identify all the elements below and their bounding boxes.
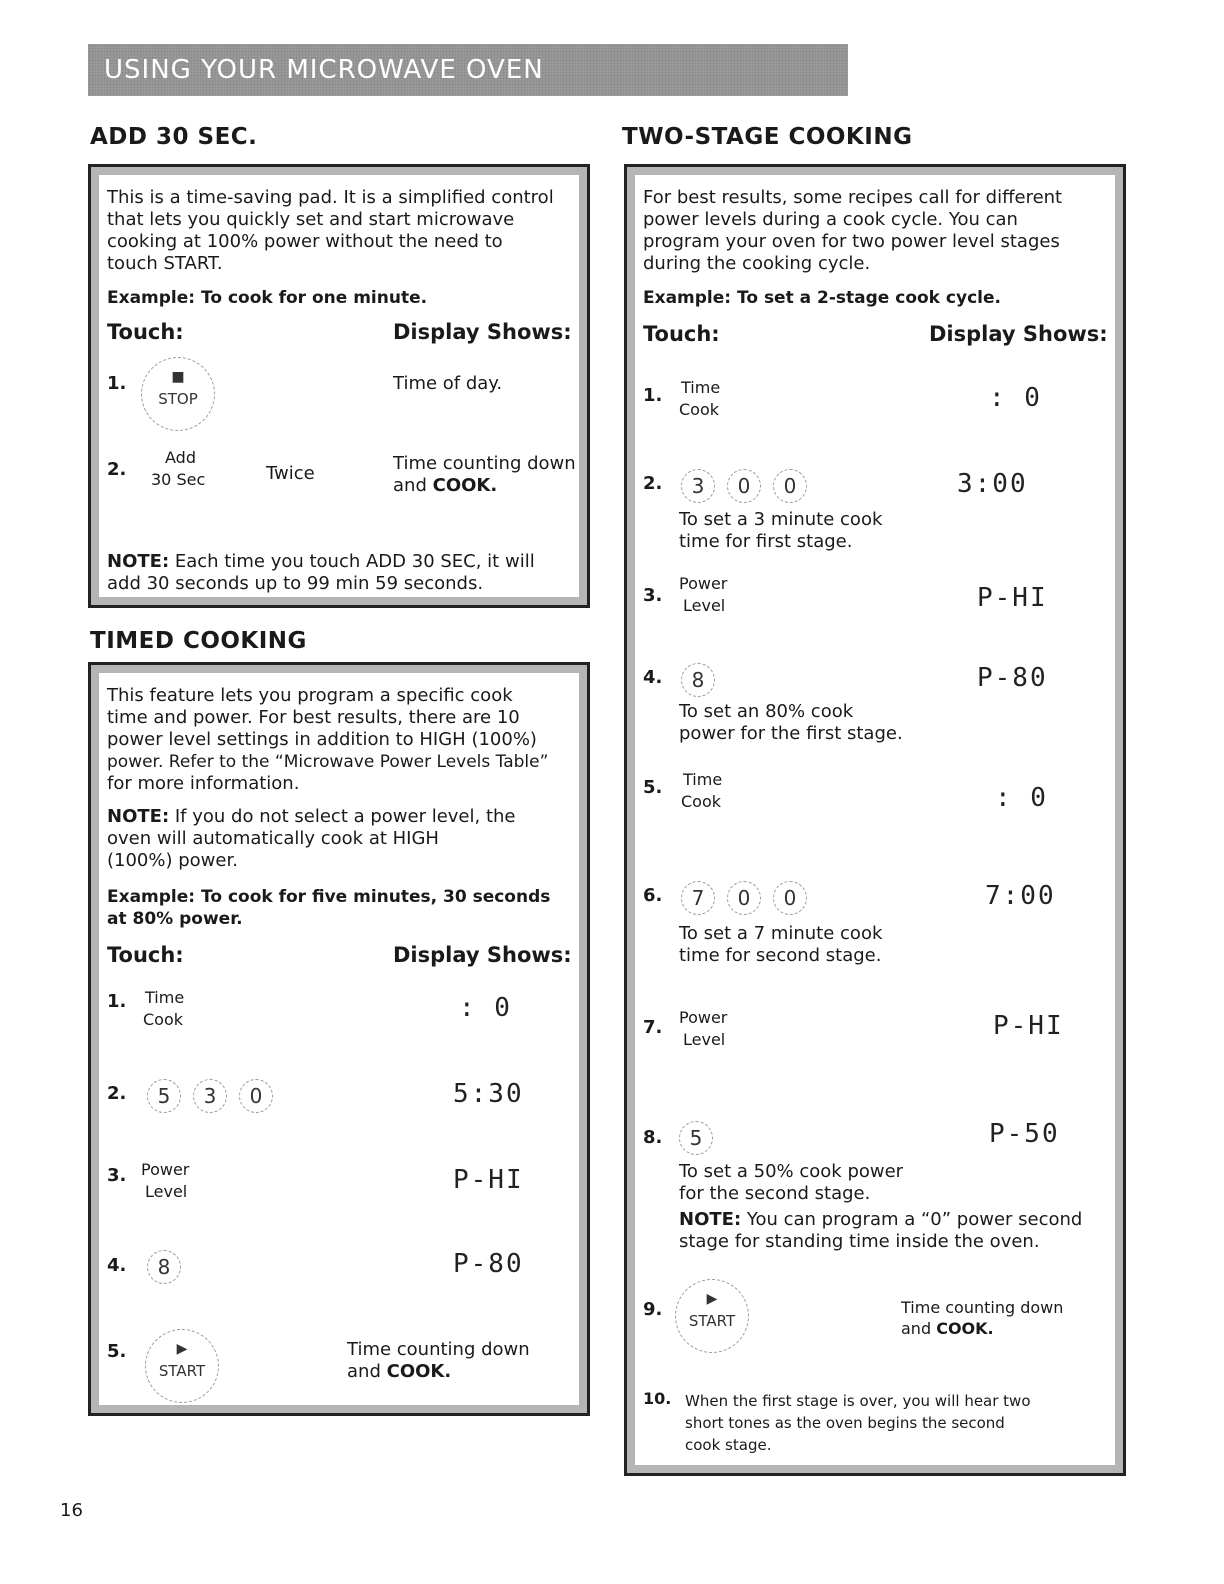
power-level-key[interactable]: Power — [679, 1008, 728, 1027]
step-number: 1. — [107, 991, 127, 1012]
intro-line: power levels during a cook cycle. You can — [643, 209, 1018, 230]
add30-example: Example: To cook for one minute. — [107, 288, 428, 308]
time-cook-key[interactable]: Cook — [681, 792, 722, 811]
display-readout: : 0 — [995, 783, 1048, 813]
display-text-pre: and — [901, 1319, 932, 1338]
add30-note — [107, 551, 535, 573]
display-readout: 7:00 — [985, 881, 1056, 911]
start-key[interactable] — [145, 1329, 219, 1403]
intro-line: time and power. For best results, there are 10 — [107, 707, 520, 728]
time-cook-key[interactable]: Time — [683, 770, 723, 789]
step-text: for the second stage. — [679, 1183, 871, 1204]
twostage-touch-header: Touch: — [643, 322, 720, 346]
display-text-bold: COOK. — [386, 1361, 452, 1382]
add30-touch-header: Touch: — [107, 320, 184, 344]
step-note — [679, 1209, 1082, 1231]
step-text: To set a 3 minute cook — [679, 509, 883, 530]
timed-note — [107, 806, 516, 872]
section-banner: USING YOUR MICROWAVE OVEN — [88, 44, 848, 96]
intro-line: This is a time-saving pad. It is a simplified control — [107, 187, 554, 208]
step-number: 10. — [643, 1389, 672, 1408]
step-text: cook stage. — [685, 1436, 772, 1454]
stop-key[interactable] — [141, 357, 215, 431]
step-number: 2. — [107, 459, 127, 480]
display-readout: P-80 — [977, 663, 1048, 693]
step-number: 8. — [643, 1127, 663, 1148]
step-text: short tones as the oven begins the second — [685, 1414, 1005, 1432]
timed-box — [88, 662, 590, 1416]
intro-line: For best results, some recipes call for different — [643, 187, 1063, 208]
digit-key-5[interactable]: 5 — [679, 1121, 713, 1155]
display-readout: P-80 — [453, 1249, 524, 1279]
digit-key-0[interactable]: 0 — [239, 1079, 273, 1113]
step-text: To set a 50% cook power — [679, 1161, 904, 1182]
digit-key-3[interactable]: 3 — [193, 1079, 227, 1113]
digit-key-8[interactable]: 8 — [681, 663, 715, 697]
twostage-example: Example: To set a 2-stage cook cycle. — [643, 288, 1001, 308]
display-readout: P-50 — [989, 1119, 1060, 1149]
power-level-key[interactable]: Level — [683, 596, 726, 615]
note-line: If you do not select a power level, the — [174, 806, 516, 827]
digit-key-8[interactable]: 8 — [147, 1250, 181, 1284]
start-key[interactable] — [675, 1279, 749, 1353]
note-line: (100%) power. — [107, 850, 238, 871]
timed-example: at 80% power. — [107, 909, 243, 929]
step-number: 4. — [643, 667, 663, 688]
power-level-key[interactable]: Level — [683, 1030, 726, 1049]
key-label: START — [158, 1362, 206, 1380]
add30-key-line[interactable]: Add — [165, 448, 196, 467]
play-icon: ▶ — [176, 1341, 188, 1357]
play-icon: ▶ — [706, 1291, 718, 1307]
key-label: START — [688, 1312, 736, 1330]
step-number: 1. — [643, 385, 663, 406]
note-line: Each time you touch ADD 30 SEC, it will — [174, 551, 535, 572]
note-label: NOTE: — [107, 806, 170, 827]
digit-key-7[interactable]: 7 — [681, 881, 715, 915]
step-number: 6. — [643, 885, 663, 906]
intro-line: touch START. — [107, 253, 223, 274]
display-readout: P-HI — [453, 1165, 524, 1195]
intro-line: program your oven for two power level stages — [643, 231, 1060, 252]
timed-touch-header: Touch: — [107, 943, 184, 967]
step-number: 4. — [107, 1255, 127, 1276]
step-text: power for the first stage. — [679, 723, 903, 744]
display-text: Time counting down — [393, 453, 576, 474]
note-line: add 30 seconds up to 99 min 59 seconds. — [107, 573, 484, 594]
display-text-pre: and — [347, 1361, 381, 1382]
display-readout: : 0 — [459, 993, 512, 1023]
digit-key-5[interactable]: 5 — [147, 1079, 181, 1113]
step-number: 7. — [643, 1017, 663, 1038]
step-text: When the first stage is over, you will hear two — [685, 1392, 1031, 1410]
note-line: oven will automatically cook at HIGH — [107, 828, 439, 849]
digit-key-0[interactable]: 0 — [727, 469, 761, 503]
note-label: NOTE: — [107, 551, 170, 572]
digit-key-0[interactable]: 0 — [773, 469, 807, 503]
digit-key-3[interactable]: 3 — [681, 469, 715, 503]
display-readout: P-HI — [977, 583, 1048, 613]
time-cook-key[interactable]: Cook — [679, 400, 720, 419]
twice-label: Twice — [266, 463, 315, 484]
step-text: To set an 80% cook — [679, 701, 854, 722]
display-text-bold: COOK. — [432, 475, 498, 496]
step-text: time for second stage. — [679, 945, 882, 966]
key-label: STOP — [158, 390, 198, 408]
note-label: NOTE: — [679, 1209, 742, 1230]
step-number: 9. — [643, 1299, 663, 1320]
time-cook-key[interactable]: Time — [681, 378, 721, 397]
intro-line: This feature lets you program a specific cook — [107, 685, 513, 706]
display-text-pre: and — [393, 475, 427, 496]
step-number: 3. — [107, 1165, 127, 1186]
display-text: Time counting down — [901, 1298, 1064, 1317]
display-readout: P-HI — [993, 1011, 1064, 1041]
power-level-key[interactable]: Level — [145, 1182, 188, 1201]
timed-example: Example: To cook for five minutes, 30 seconds — [107, 887, 551, 907]
time-cook-key[interactable]: Cook — [143, 1010, 184, 1029]
intro-line: power level settings in addition to HIGH (100%) — [107, 729, 537, 750]
display-text — [393, 475, 497, 497]
step-number: 2. — [107, 1083, 127, 1104]
step-number: 3. — [643, 585, 663, 606]
power-level-key[interactable]: Power — [141, 1160, 190, 1179]
display-text — [347, 1361, 451, 1383]
step-text: time for first stage. — [679, 531, 853, 552]
add30-key-line[interactable]: 30 Sec — [151, 470, 206, 489]
step-number: 2. — [643, 473, 663, 494]
display-text: Time of day. — [393, 373, 503, 394]
add30-intro — [107, 187, 554, 275]
add30-display-header: Display Shows: — [393, 320, 572, 344]
intro-line: that lets you quickly set and start microwave — [107, 209, 515, 230]
intro-line: for more information. — [107, 773, 300, 794]
display-text — [901, 1318, 994, 1339]
digit-key-0[interactable]: 0 — [773, 881, 807, 915]
twostage-display-header: Display Shows: — [929, 322, 1108, 346]
note-line: You can program a “0” power second — [746, 1209, 1083, 1230]
intro-line: during the cooking cycle. — [643, 253, 871, 274]
add30-box — [88, 164, 590, 608]
stop-icon: ■ — [171, 369, 185, 385]
intro-line: cooking at 100% power without the need to — [107, 231, 503, 252]
step-number: 1. — [107, 373, 127, 394]
display-readout: 5:30 — [453, 1079, 524, 1109]
note-line: stage for standing time inside the oven. — [679, 1231, 1040, 1252]
display-readout: : 0 — [989, 383, 1042, 413]
time-cook-key[interactable]: Time — [145, 988, 185, 1007]
timed-intro — [107, 685, 548, 795]
intro-line: power. Refer to the “Microwave Power Levels Table” — [107, 752, 549, 772]
add30-title: ADD 30 SEC. — [90, 124, 258, 150]
step-text: To set a 7 minute cook — [679, 923, 883, 944]
timed-display-header: Display Shows: — [393, 943, 572, 967]
step-number: 5. — [107, 1341, 127, 1362]
step-number: 5. — [643, 777, 663, 798]
display-text-bold: COOK. — [936, 1319, 994, 1338]
display-readout: 3:00 — [957, 469, 1028, 499]
timed-title: TIMED COOKING — [90, 628, 307, 654]
twostage-title: TWO-STAGE COOKING — [622, 124, 913, 150]
twostage-intro — [643, 187, 1062, 275]
twostage-box — [624, 164, 1126, 1476]
power-level-key[interactable]: Power — [679, 574, 728, 593]
display-text: Time counting down — [347, 1339, 530, 1360]
page-number: 16 — [60, 1500, 83, 1521]
digit-key-0[interactable]: 0 — [727, 881, 761, 915]
